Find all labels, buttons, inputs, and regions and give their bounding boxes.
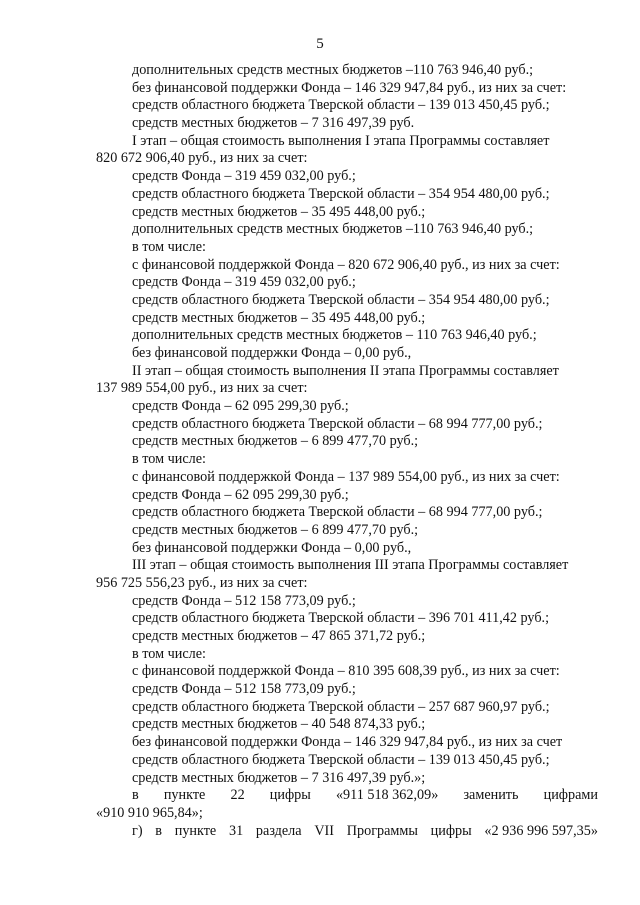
text-line: средств местных бюджетов – 6 899 477,70 руб.;: [132, 433, 419, 450]
text-line: с финансовой поддержкой Фонда – 810 395 608,39 руб., из них за счет:: [132, 663, 560, 680]
text-line: в том числе:: [132, 645, 206, 662]
text-line: средств областного бюджета Тверской области – 68 994 777,00 руб.;: [132, 504, 543, 521]
word: цифрами: [543, 787, 598, 804]
text-line: средств местных бюджетов – 35 495 448,00 руб.;: [132, 203, 426, 220]
word: г): [132, 822, 143, 839]
word: VII: [314, 822, 335, 839]
text-line: средств областного бюджета Тверской области – 68 994 777,00 руб.;: [132, 415, 543, 432]
word: пункте: [174, 822, 217, 839]
text-line: средств Фонда – 62 095 299,30 руб.;: [132, 486, 349, 503]
word: раздела: [255, 822, 302, 839]
text-line: средств Фонда – 512 158 773,09 руб.;: [132, 592, 356, 609]
word: Программы: [346, 822, 418, 839]
text-line: средств областного бюджета Тверской области – 396 701 411,42 руб.;: [132, 610, 550, 627]
word: в: [155, 822, 162, 839]
text-line: дополнительных средств местных бюджетов – 110 763 946,40 руб.;: [132, 327, 537, 344]
text-line: с финансовой поддержкой Фонда – 820 672 906,40 руб., из них за счет:: [132, 256, 560, 273]
word: пункте: [163, 787, 206, 804]
amendment-line-1: [0, 787, 640, 805]
text-line: 956 725 556,23 руб., из них за счет:: [96, 574, 308, 591]
text-line: средств Фонда – 319 459 032,00 руб.;: [132, 274, 356, 291]
text-line: средств местных бюджетов – 47 865 371,72 руб.;: [132, 628, 426, 644]
text-line: средств областного бюджета Тверской области – 354 954 480,00 руб.;: [132, 185, 550, 202]
text-line: без финансовой поддержки Фонда – 146 329 947,84 руб., из них за счет:: [132, 79, 567, 96]
word: в: [132, 787, 139, 804]
text-line: в том числе:: [132, 238, 206, 255]
word: «2 936 996 597,35»: [484, 822, 598, 839]
text-line: дополнительных средств местных бюджетов –110 763 946,40 руб.;: [132, 221, 534, 238]
text-line: средств местных бюджетов – 7 316 497,39 руб.: [132, 115, 415, 132]
stage-3-heading: III этап – общая стоимость выполнения III этапа Программы составляет: [132, 557, 569, 574]
text-line: дополнительных средств местных бюджетов –110 763 946,40 руб.;: [132, 62, 534, 78]
text-line: 820 672 906,40 руб., из них за счет:: [96, 150, 308, 167]
text-line: «910 910 965,84»;: [96, 804, 203, 821]
text-line: средств областного бюджета Тверской области – 257 687 960,97 руб.;: [132, 698, 550, 715]
word: цифры: [269, 787, 311, 804]
stage-2-heading: II этап – общая стоимость выполнения II этапа Программы составляет: [132, 362, 559, 379]
text-line: без финансовой поддержки Фонда – 0,00 руб.,: [132, 539, 412, 556]
text-line: средств областного бюджета Тверской области – 139 013 450,45 руб.;: [132, 97, 550, 114]
text-line: с финансовой поддержкой Фонда – 137 989 554,00 руб., из них за счет:: [132, 468, 560, 485]
text-line: без финансовой поддержки Фонда – 146 329 947,84 руб., из них за счет: [132, 734, 563, 751]
text-line: в том числе:: [132, 451, 206, 468]
word: «911 518 362,09»: [335, 787, 439, 804]
document-body: [0, 62, 640, 840]
text-line: средств местных бюджетов – 40 548 874,33 руб.;: [132, 716, 426, 733]
text-line: средств областного бюджета Тверской области – 139 013 450,45 руб.;: [132, 751, 550, 768]
text-line: средств местных бюджетов – 6 899 477,70 руб.;: [132, 521, 419, 538]
text-line: средств областного бюджета Тверской области – 354 954 480,00 руб.;: [132, 291, 550, 308]
stage-1-heading: I этап – общая стоимость выполнения I этапа Программы составляет: [132, 132, 550, 149]
text-line: средств местных бюджетов – 35 495 448,00 руб.;: [132, 309, 426, 326]
text-line: без финансовой поддержки Фонда – 0,00 руб.,: [132, 345, 412, 361]
text-line: средств местных бюджетов – 7 316 497,39 руб.»;: [132, 769, 426, 786]
text-line: средств Фонда – 319 459 032,00 руб.;: [132, 168, 356, 185]
text-line: средств Фонда – 512 158 773,09 руб.;: [132, 681, 356, 698]
text-line: 137 989 554,00 руб., из них за счет:: [96, 380, 308, 397]
page-number: 5: [316, 36, 324, 52]
word: 22: [230, 787, 245, 804]
word: заменить: [463, 787, 519, 804]
word: цифры: [430, 822, 472, 839]
text-line: средств Фонда – 62 095 299,30 руб.;: [132, 398, 349, 415]
word: 31: [228, 822, 244, 839]
amendment-line-2: [0, 823, 640, 841]
